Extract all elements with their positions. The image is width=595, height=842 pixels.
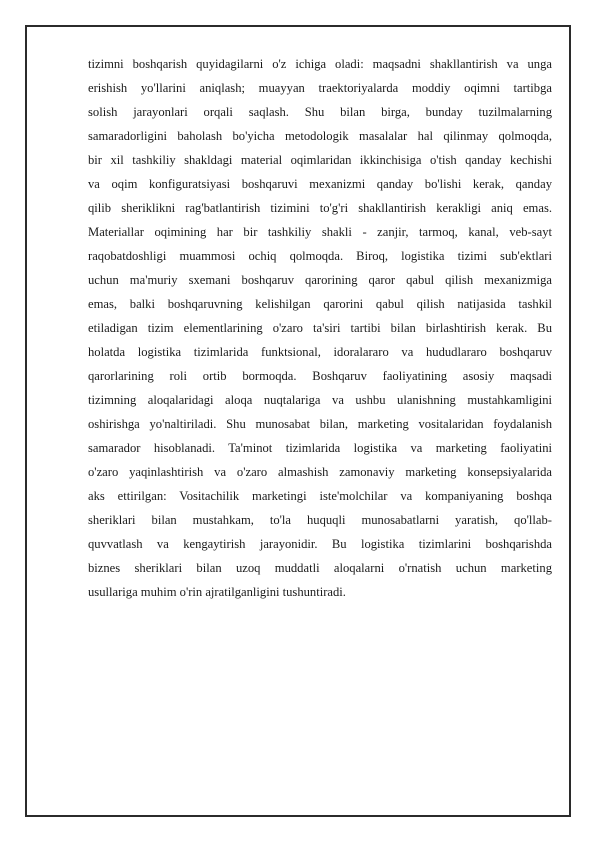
text-line-last: usullariga muhim o'rin ajratilganligini tushuntiradi. <box>88 585 346 599</box>
text-line: tizimni boshqarish quyidagilarni o'z ichiga oladi: maqsadni shakllantirish va unga <box>88 57 552 71</box>
text-line: qarorlarining roli ortib bormoqda. Boshqaruv faoliyatining asosiy maqsadi <box>88 369 552 383</box>
text-line: erishish yo'llarini aniqlash; muayyan traektoriyalarda moddiy oqimni tartibga <box>88 81 552 95</box>
text-line: solish jarayonlari orqali saqlash. Shu bilan birga, bunday tuzilmalarning <box>88 105 552 119</box>
text-line: quvvatlash va kengaytirish jarayonidir. Bu logistika tizimlarini boshqarishda <box>88 537 552 551</box>
text-line: qilib sheriklikni rag'batlantirish tizimini to'g'ri shakllantirish kerakligi aniq emas. <box>88 201 552 215</box>
text-line: va oqim konfiguratsiyasi boshqaruvi mexanizmi qanday bo'lishi kerak, qanday <box>88 177 552 191</box>
text-line: biznes sheriklari bilan uzoq muddatli aloqalarni o'rnatish uchun marketing <box>88 561 552 575</box>
text-line: samaradorligini baholash bo'yicha metodologik masalalar hal qilinmay qolmoqda, <box>88 129 552 143</box>
text-line: raqobatdoshligi muammosi ochiq qolmoqda. Biroq, logistika tizimi sub'ektlari <box>88 249 552 263</box>
text-line: etiladigan tizim elementlarining o'zaro ta'siri tartibi bilan birlashtirish kerak. Bu <box>88 321 552 335</box>
text-line: holatda logistika tizimlarida funktsional, idoralararo va hududlararo boshqaruv <box>88 345 552 359</box>
text-line: tizimning aloqalaridagi aloqa nuqtalariga va ushbu ulanishning mustahkamligini <box>88 393 552 407</box>
text-line: o'zaro yaqinlashtirish va o'zaro almashish zamonaviy marketing konsepsiyalarida <box>88 465 552 479</box>
text-line: aks ettirilgan: Vositachilik marketingi iste'molchilar va kompaniyaning boshqa <box>88 489 552 503</box>
text-line: emas, balki boshqaruvning kelishilgan qarorini qabul qilish natijasida tashkil <box>88 297 552 311</box>
text-line: bir xil tashkiliy shakldagi material oqimlaridan ikkinchisiga o'tish qanday kechishi <box>88 153 552 167</box>
text-line: uchun ma'muriy sxemani boshqaruv qarorining qaror qabul qilish mexanizmiga <box>88 273 552 287</box>
text-line: sheriklari bilan mustahkam, to'la huquqli munosabatlarni yaratish, qo'llab- <box>88 513 552 527</box>
text-line: Materiallar oqimining har bir tashkiliy shakli - zanjir, tarmoq, kanal, veb-sayt <box>88 225 552 239</box>
text-line: samarador hisoblanadi. Ta'minot tizimlarida logistika va marketing faoliyatini <box>88 441 552 455</box>
body-paragraph <box>88 52 552 604</box>
text-line: oshirishga yo'naltiriladi. Shu munosabat bilan, marketing vositalaridan foydalanish <box>88 417 552 431</box>
